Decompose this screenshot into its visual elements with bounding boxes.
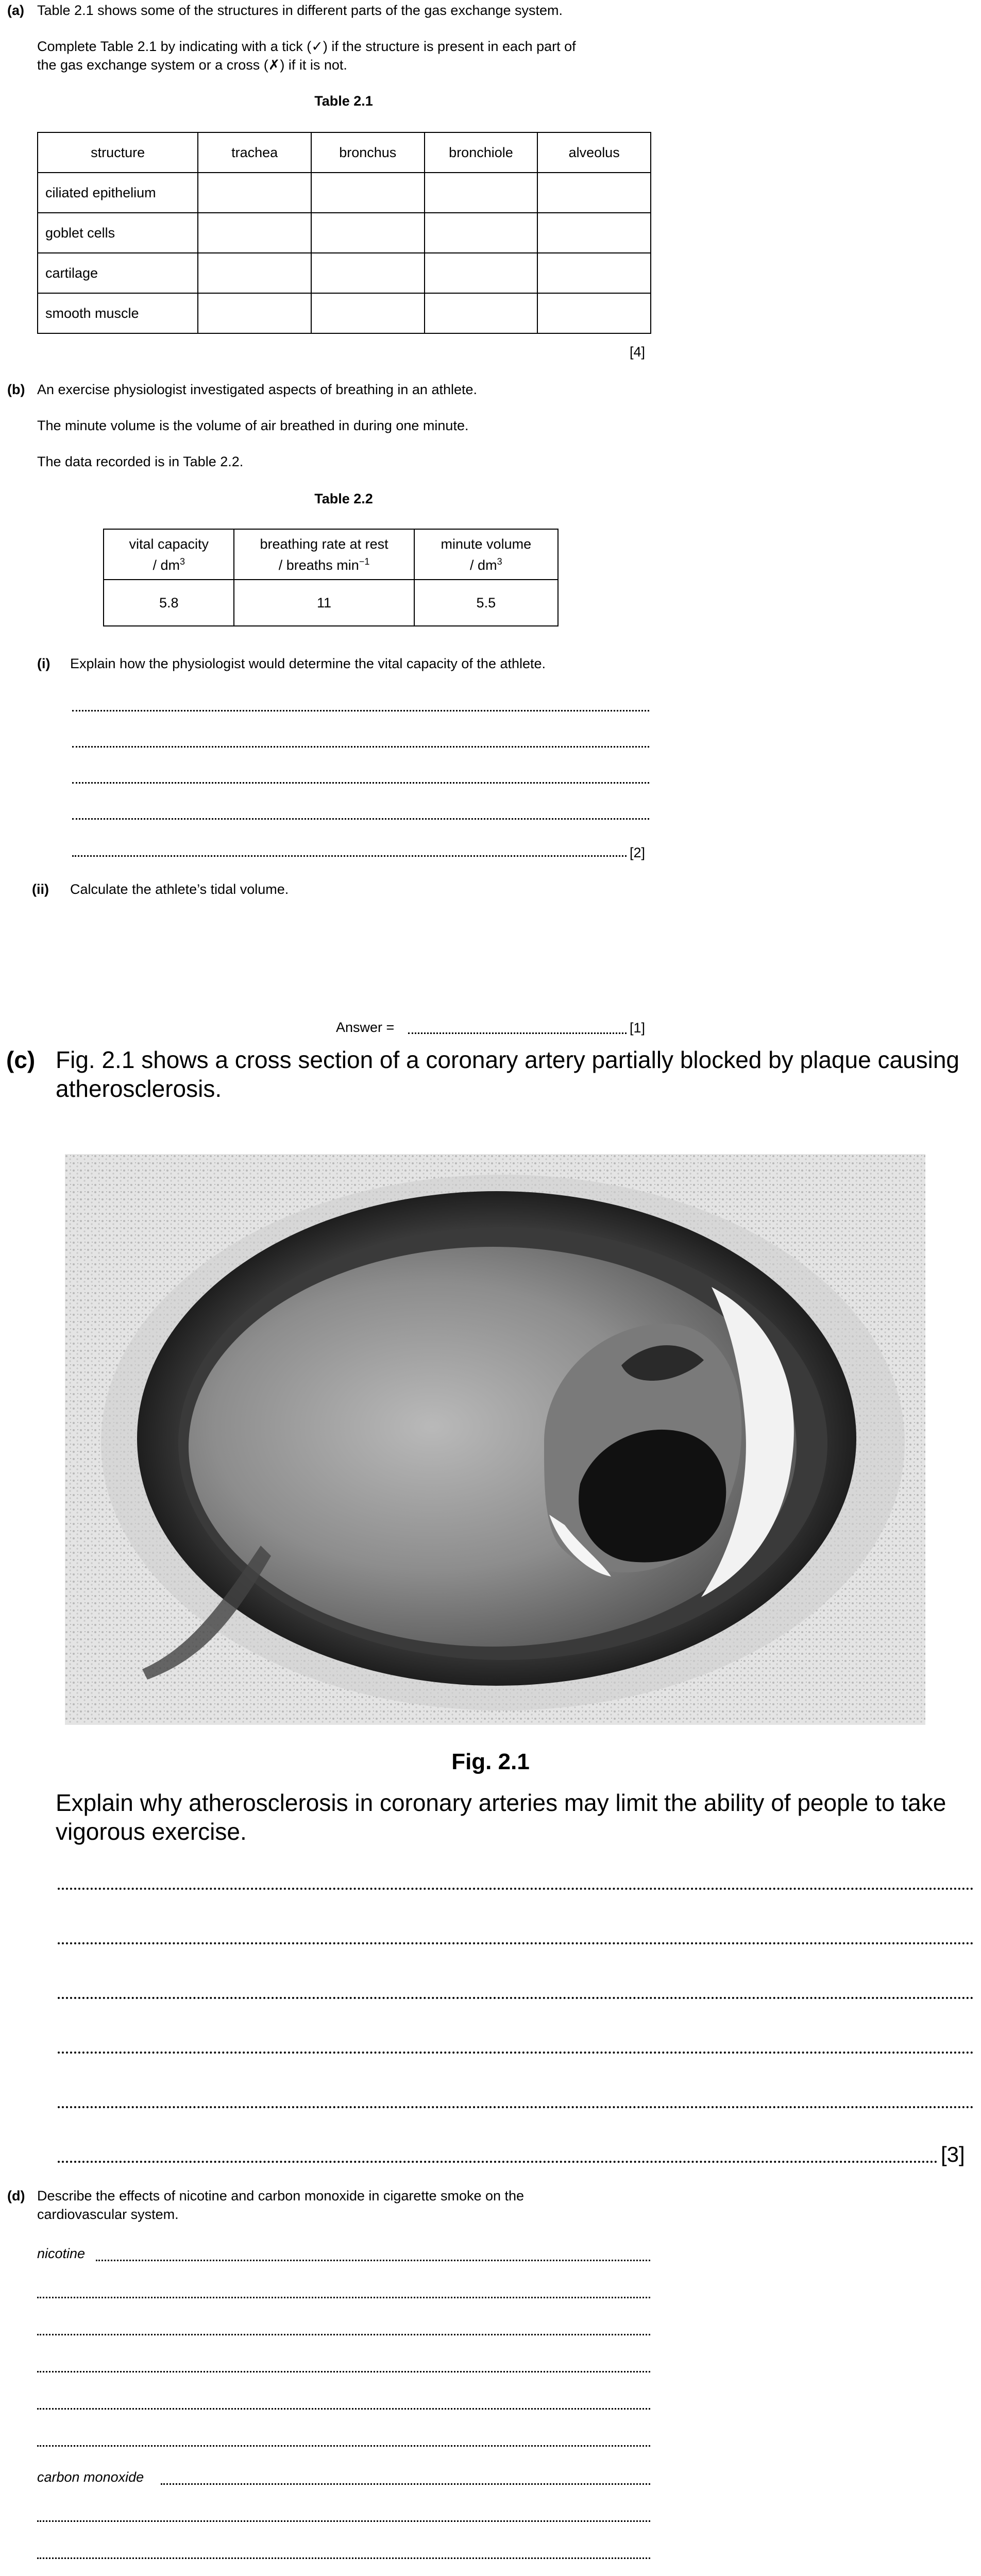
part-c-question-1: Explain why atherosclerosis in coronary arteries may limit the ability of people to take xyxy=(56,1789,946,1816)
answer-line[interactable] xyxy=(161,2483,650,2485)
answer-line[interactable] xyxy=(72,855,627,857)
answer-line[interactable] xyxy=(408,1032,627,1034)
part-a-instruction-1: Complete Table 2.1 by indicating with a tick (✓) if the structure is present in each part of xyxy=(37,39,576,54)
header-vital-capacity: vital capacity / $dm^3$ xyxy=(104,529,234,580)
header-minute-volume: minute volume / $dm^3$ xyxy=(414,529,558,580)
table-row xyxy=(38,173,651,213)
part-d-line-1: Describe the effects of nicotine and carbon monoxide in cigarette smoke on the xyxy=(37,2188,525,2204)
header-bronchiole: bronchiole xyxy=(425,132,538,173)
answer-cell[interactable] xyxy=(537,213,651,253)
part-c-marks: [3] xyxy=(941,2142,965,2166)
part-a-label: (a) xyxy=(7,3,24,18)
fig-2-1-caption: Fig. 2.1 xyxy=(451,1749,530,1774)
row-label-goblet-cells: goblet cells xyxy=(38,213,198,253)
answer-cell[interactable] xyxy=(198,173,311,213)
table-2-1-header-row xyxy=(38,132,651,173)
value-vital-capacity: 5.8 xyxy=(104,580,234,626)
nicotine-label: nicotine xyxy=(37,2246,86,2261)
table-2-1-title: Table 2.1 xyxy=(314,93,373,109)
answer-line[interactable] xyxy=(37,2371,650,2372)
artery-cross-section-image xyxy=(65,1154,925,1725)
header-structure: structure xyxy=(38,132,198,173)
answer-line[interactable] xyxy=(58,1888,974,1890)
answer-cell[interactable] xyxy=(425,293,538,333)
answer-line[interactable] xyxy=(37,2334,650,2335)
table-2-2-header-row xyxy=(104,529,558,580)
table-row xyxy=(38,213,651,253)
part-a-instruction-2: the gas exchange system or a cross (✗) if it is not. xyxy=(37,57,347,73)
row-label-cartilage: cartilage xyxy=(38,253,198,293)
value-minute-volume: 5.5 xyxy=(414,580,558,626)
answer-line[interactable] xyxy=(58,2052,974,2054)
answer-cell[interactable] xyxy=(198,293,311,333)
answer-cell[interactable] xyxy=(311,293,425,333)
answer-line[interactable] xyxy=(72,746,649,748)
header-bronchus: bronchus xyxy=(311,132,425,173)
answer-cell[interactable] xyxy=(198,253,311,293)
table-2-2-title: Table 2.2 xyxy=(314,491,373,506)
answer-label: Answer = xyxy=(336,1020,395,1035)
answer-line[interactable] xyxy=(96,2260,650,2261)
table-row xyxy=(38,293,651,333)
answer-line[interactable] xyxy=(58,2161,938,2163)
part-c-label: (c) xyxy=(6,1046,36,1073)
answer-line[interactable] xyxy=(72,710,649,711)
part-b-i-label: (i) xyxy=(37,656,50,671)
row-label-smooth-muscle: smooth muscle xyxy=(38,293,198,333)
artery-cross-section-figure xyxy=(65,1154,925,1725)
part-a-marks: [4] xyxy=(630,344,646,360)
row-label-ciliated-epithelium: ciliated epithelium xyxy=(38,173,198,213)
table-row xyxy=(38,253,651,293)
part-b-line-2: The minute volume is the volume of air breathed in during one minute. xyxy=(37,418,469,433)
table-2-2 xyxy=(103,529,559,626)
part-c-line-1: Fig. 2.1 shows a cross section of a coronary artery partially blocked by plaque causing xyxy=(56,1046,959,1073)
answer-line[interactable] xyxy=(72,818,649,820)
part-b-line-3: The data recorded is in Table 2.2. xyxy=(37,454,244,469)
part-b-i-text: Explain how the physiologist would determine the vital capacity of the athlete. xyxy=(70,656,546,671)
part-b-ii-text: Calculate the athlete’s tidal volume. xyxy=(70,882,289,897)
value-breathing-rate: 11 xyxy=(234,580,414,626)
answer-cell[interactable] xyxy=(311,253,425,293)
answer-cell[interactable] xyxy=(425,253,538,293)
header-trachea: trachea xyxy=(198,132,311,173)
answer-line[interactable] xyxy=(37,2297,650,2298)
part-b-ii-label: (ii) xyxy=(32,882,49,897)
carbon-monoxide-label: carbon monoxide xyxy=(37,2469,144,2485)
table-row xyxy=(104,580,558,626)
answer-cell[interactable] xyxy=(537,293,651,333)
part-b-label: (b) xyxy=(7,382,25,397)
answer-cell[interactable] xyxy=(425,213,538,253)
part-c-question-2: vigorous exercise. xyxy=(56,1818,247,1845)
answer-line[interactable] xyxy=(58,1997,974,1999)
answer-line[interactable] xyxy=(37,2445,650,2447)
part-a-intro: Table 2.1 shows some of the structures in different parts of the gas exchange system. xyxy=(37,3,563,18)
answer-cell[interactable] xyxy=(537,253,651,293)
part-b-ii-marks: [1] xyxy=(630,1020,646,1036)
answer-line[interactable] xyxy=(72,782,649,784)
header-alveolus: alveolus xyxy=(537,132,651,173)
answer-cell[interactable] xyxy=(311,173,425,213)
part-d-label: (d) xyxy=(7,2188,25,2204)
answer-cell[interactable] xyxy=(311,213,425,253)
part-c-line-2: atherosclerosis. xyxy=(56,1075,222,1102)
answer-cell[interactable] xyxy=(198,213,311,253)
answer-line[interactable] xyxy=(37,2557,650,2559)
answer-line[interactable] xyxy=(37,2408,650,2410)
part-b-line-1: An exercise physiologist investigated aspects of breathing in an athlete. xyxy=(37,382,478,397)
part-d-line-2: cardiovascular system. xyxy=(37,2207,179,2222)
answer-line[interactable] xyxy=(58,1942,974,1944)
part-b-i-marks: [2] xyxy=(630,845,646,860)
answer-line[interactable] xyxy=(58,2106,974,2108)
answer-line[interactable] xyxy=(37,2520,650,2522)
answer-cell[interactable] xyxy=(537,173,651,213)
header-breathing-rate: breathing rate at rest / breaths $\min^{-1}$ xyxy=(234,529,414,580)
answer-cell[interactable] xyxy=(425,173,538,213)
table-2-1 xyxy=(37,132,651,334)
